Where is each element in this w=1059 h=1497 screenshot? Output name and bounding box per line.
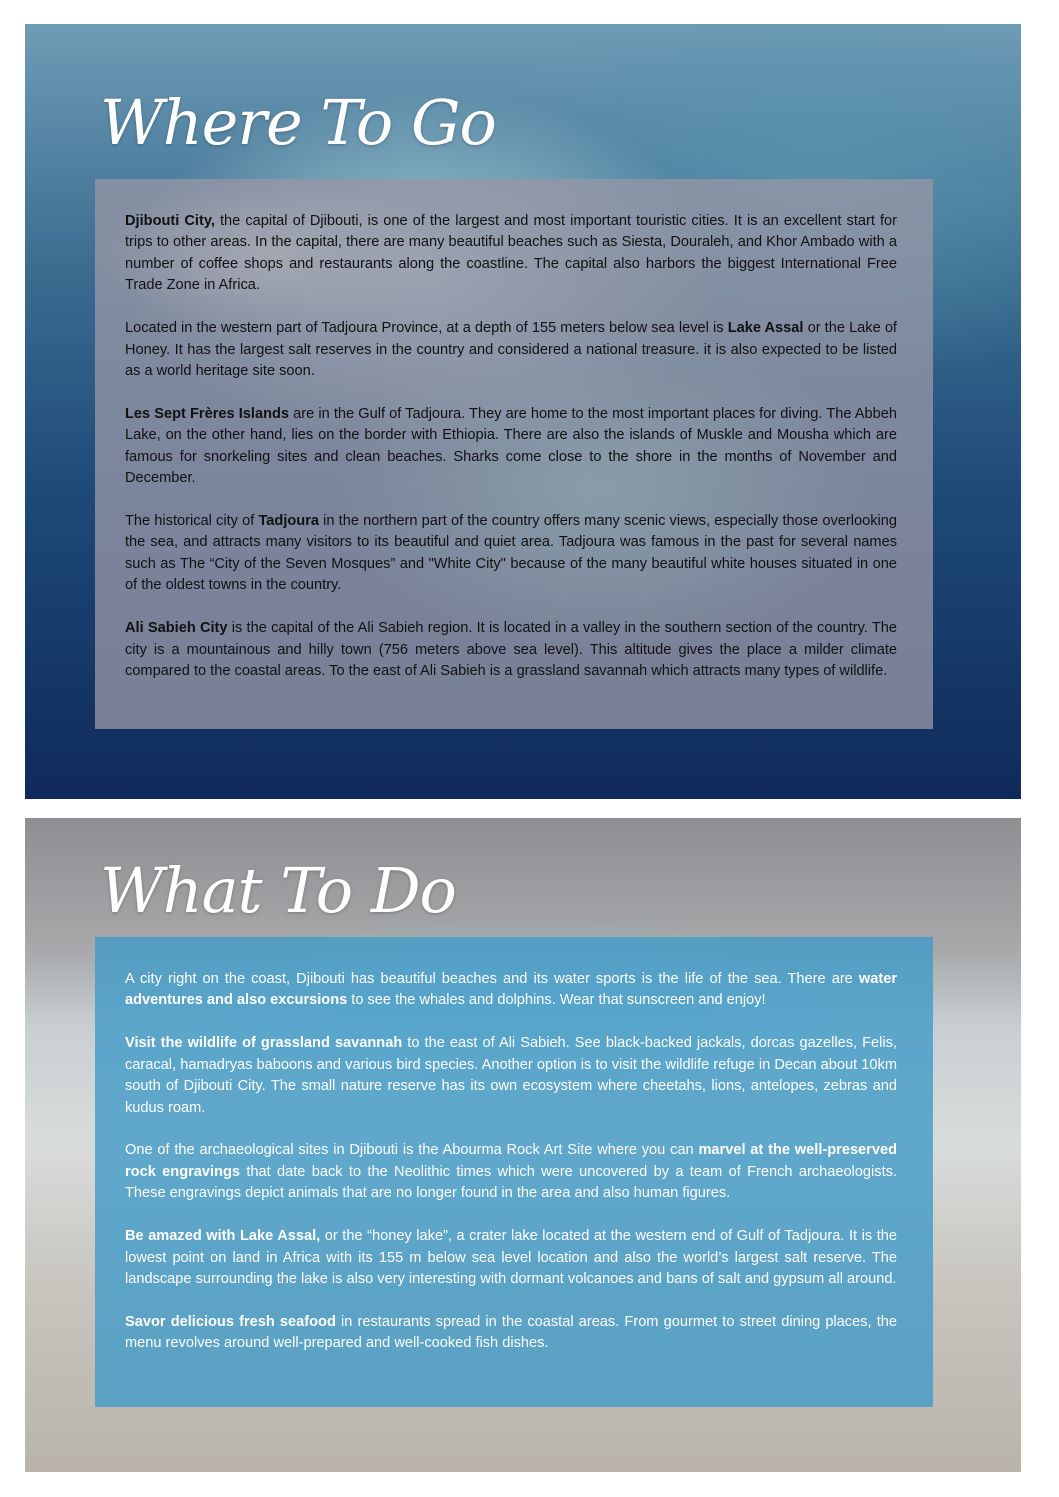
paragraph-wildlife: Visit the wildlife of grassland savannah to the east of Ali Sabieh. See black-backed jackals, dorcas gazelles, Felis, caracal, hamadryas baboons and various bird species. Another option is to visit the wildlife refuge in Decan about 10km south of Djibouti City. The small nature reserve has its own ecosystem where cheetahs, lions, antelopes, zebras and kudus roam. (125, 1035, 897, 1116)
where-to-go-panel (25, 24, 1021, 799)
paragraph-tadjoura: The historical city of Tadjoura in the northern part of the country offers many scenic views, especially those overlooking the sea, and attracts many visitors to its beautiful and quiet area. Tadjoura was famous in the past for several names such as The “City of the Seven Mosques” and "White City" because of the many beautiful white houses situated in one of the oldest towns in the country. (125, 512, 898, 594)
paragraph-water-adventures: A city right on the coast, Djibouti has beautiful beaches and its water sports is the life of the sea. There are water adventures and also excursions to see the whales and dolphins. Wear that sunscreen and enjoy! (125, 971, 897, 1009)
paragraph-sept-freres-islands: Les Sept Frères Islands are in the Gulf of Tadjoura. They are home to the most important places for diving. The Abbeh Lake, on the other hand, lies on the border with Ethiopia. There are also the islands of Muskle and Mousha which are famous for snorkeling sites and clean beaches. Sharks come close to the shore in the months of November and December. (125, 405, 897, 487)
paragraph-djibouti-city: Djibouti City, the capital of Djibouti, is one of the largest and most important touristic cities. It is an excellent start for trips to other areas. In the capital, there are many beautiful beaches such as Siesta, Douraleh, and Khor Ambado with a number of coffee shops and restaurants along the coastline. The capital also harbors the biggest International Free Trade Zone in Africa. (125, 213, 897, 294)
where-to-go-textbox (95, 179, 933, 729)
paragraph-rock-art: One of the archaeological sites in Djibouti is the Abourma Rock Art Site where you can marvel at the well-preserved rock engravings that date back to the Neolithic times which were uncovered by a team of French archaeologists. These engravings depict animals that are no longer found in the area and also human figures. (125, 1142, 897, 1202)
where-to-go-title: Where To Go (100, 86, 496, 159)
what-to-do-textbox (95, 937, 933, 1407)
paragraph-ali-sabieh: Ali Sabieh City is the capital of the Ali Sabieh region. It is located in a valley in the southern section of the country. The city is a mountainous and hilly town (756 meters above sea level). This altitude gives the place a milder climate compared to the coastal areas. To the east of Ali Sabieh is a grassland savannah which attracts many types of wildlife. (125, 620, 897, 679)
what-to-do-title: What To Do (100, 854, 456, 927)
paragraph-lake-assal-activity: Be amazed with Lake Assal, or the “honey lake”, a crater lake located at the western end of Gulf of Tadjoura. It is the lowest point on land in Africa with its 155 m below sea level location and also the world’s largest salt reserve. The landscape surrounding the lake is also very interesting with dormant volcanoes and bans of salt and gypsum all around. (125, 1228, 897, 1287)
paragraph-lake-assal: Located in the western part of Tadjoura Province, at a depth of 155 meters below sea level is Lake Assal or the Lake of Honey. It has the largest salt reserves in the country and considered a national treasure. it is also expected to be listed as a world heritage site soon. (125, 320, 897, 379)
paragraph-seafood: Savor delicious fresh seafood in restaurants spread in the coastal areas. From gourmet to street dining places, the menu revolves around well-prepared and well-cooked fish dishes. (125, 1313, 897, 1352)
what-to-do-panel (25, 818, 1021, 1472)
